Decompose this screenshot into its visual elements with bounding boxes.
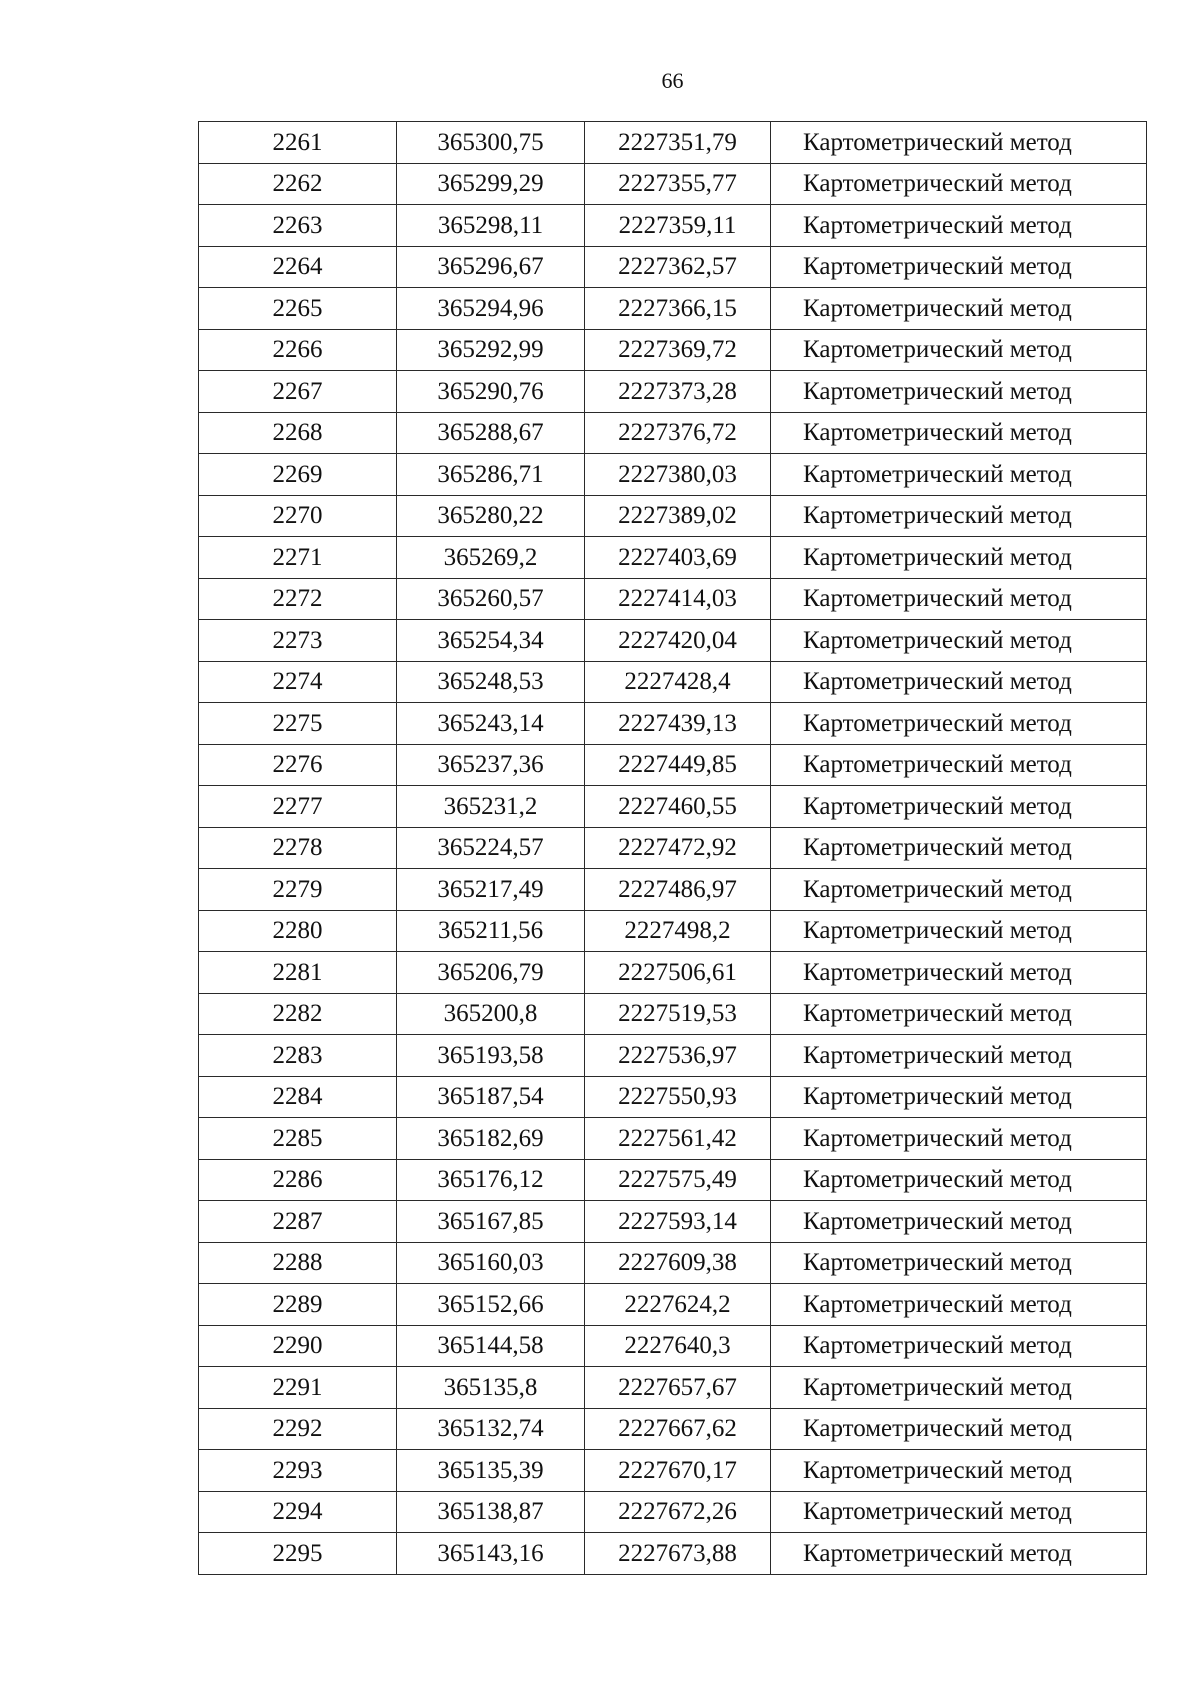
y-coordinate-cell: 2227486,97 xyxy=(585,869,771,911)
y-coordinate-cell: 2227376,72 xyxy=(585,412,771,454)
x-coordinate-cell: 365132,74 xyxy=(397,1408,585,1450)
x-coordinate-cell: 365135,39 xyxy=(397,1450,585,1492)
table-row xyxy=(199,1491,1147,1533)
y-coordinate-cell: 2227380,03 xyxy=(585,454,771,496)
x-coordinate-cell: 365200,8 xyxy=(397,993,585,1035)
y-coordinate-cell: 2227667,62 xyxy=(585,1408,771,1450)
y-coordinate-cell: 2227672,26 xyxy=(585,1491,771,1533)
method-cell: Картометрический метод xyxy=(771,1118,1147,1160)
table-row xyxy=(199,371,1147,413)
y-coordinate-cell: 2227593,14 xyxy=(585,1201,771,1243)
y-coordinate-cell: 2227359,11 xyxy=(585,205,771,247)
point-number-cell: 2291 xyxy=(199,1367,397,1409)
x-coordinate-cell: 365143,16 xyxy=(397,1533,585,1575)
method-cell: Картометрический метод xyxy=(771,1159,1147,1201)
y-coordinate-cell: 2227550,93 xyxy=(585,1076,771,1118)
point-number-cell: 2272 xyxy=(199,578,397,620)
method-cell: Картометрический метод xyxy=(771,329,1147,371)
method-cell: Картометрический метод xyxy=(771,661,1147,703)
table-row xyxy=(199,744,1147,786)
point-number-cell: 2269 xyxy=(199,454,397,496)
coordinates-table-body xyxy=(199,122,1147,1575)
x-coordinate-cell: 365286,71 xyxy=(397,454,585,496)
point-number-cell: 2290 xyxy=(199,1325,397,1367)
y-coordinate-cell: 2227428,4 xyxy=(585,661,771,703)
y-coordinate-cell: 2227389,02 xyxy=(585,495,771,537)
point-number-cell: 2292 xyxy=(199,1408,397,1450)
point-number-cell: 2270 xyxy=(199,495,397,537)
point-number-cell: 2289 xyxy=(199,1284,397,1326)
point-number-cell: 2284 xyxy=(199,1076,397,1118)
y-coordinate-cell: 2227670,17 xyxy=(585,1450,771,1492)
method-cell: Картометрический метод xyxy=(771,1242,1147,1284)
x-coordinate-cell: 365260,57 xyxy=(397,578,585,620)
x-coordinate-cell: 365288,67 xyxy=(397,412,585,454)
y-coordinate-cell: 2227362,57 xyxy=(585,246,771,288)
point-number-cell: 2287 xyxy=(199,1201,397,1243)
method-cell: Картометрический метод xyxy=(771,537,1147,579)
method-cell: Картометрический метод xyxy=(771,620,1147,662)
y-coordinate-cell: 2227536,97 xyxy=(585,1035,771,1077)
method-cell: Картометрический метод xyxy=(771,163,1147,205)
method-cell: Картометрический метод xyxy=(771,744,1147,786)
method-cell: Картометрический метод xyxy=(771,495,1147,537)
table-row xyxy=(199,827,1147,869)
method-cell: Картометрический метод xyxy=(771,412,1147,454)
y-coordinate-cell: 2227575,49 xyxy=(585,1159,771,1201)
point-number-cell: 2265 xyxy=(199,288,397,330)
method-cell: Картометрический метод xyxy=(771,1533,1147,1575)
point-number-cell: 2268 xyxy=(199,412,397,454)
point-number-cell: 2280 xyxy=(199,910,397,952)
y-coordinate-cell: 2227640,3 xyxy=(585,1325,771,1367)
table-row xyxy=(199,1533,1147,1575)
table-row xyxy=(199,1367,1147,1409)
y-coordinate-cell: 2227460,55 xyxy=(585,786,771,828)
coordinates-table xyxy=(198,121,1147,1575)
y-coordinate-cell: 2227506,61 xyxy=(585,952,771,994)
table-row xyxy=(199,578,1147,620)
y-coordinate-cell: 2227420,04 xyxy=(585,620,771,662)
method-cell: Картометрический метод xyxy=(771,869,1147,911)
y-coordinate-cell: 2227498,2 xyxy=(585,910,771,952)
point-number-cell: 2273 xyxy=(199,620,397,662)
y-coordinate-cell: 2227519,53 xyxy=(585,993,771,1035)
table-row xyxy=(199,246,1147,288)
point-number-cell: 2266 xyxy=(199,329,397,371)
point-number-cell: 2277 xyxy=(199,786,397,828)
y-coordinate-cell: 2227373,28 xyxy=(585,371,771,413)
point-number-cell: 2285 xyxy=(199,1118,397,1160)
y-coordinate-cell: 2227673,88 xyxy=(585,1533,771,1575)
point-number-cell: 2295 xyxy=(199,1533,397,1575)
point-number-cell: 2271 xyxy=(199,537,397,579)
x-coordinate-cell: 365292,99 xyxy=(397,329,585,371)
table-row xyxy=(199,122,1147,164)
table-row xyxy=(199,1118,1147,1160)
y-coordinate-cell: 2227351,79 xyxy=(585,122,771,164)
table-row xyxy=(199,661,1147,703)
x-coordinate-cell: 365280,22 xyxy=(397,495,585,537)
method-cell: Картометрический метод xyxy=(771,454,1147,496)
method-cell: Картометрический метод xyxy=(771,703,1147,745)
point-number-cell: 2281 xyxy=(199,952,397,994)
method-cell: Картометрический метод xyxy=(771,1076,1147,1118)
x-coordinate-cell: 365298,11 xyxy=(397,205,585,247)
x-coordinate-cell: 365138,87 xyxy=(397,1491,585,1533)
method-cell: Картометрический метод xyxy=(771,246,1147,288)
point-number-cell: 2293 xyxy=(199,1450,397,1492)
x-coordinate-cell: 365187,54 xyxy=(397,1076,585,1118)
y-coordinate-cell: 2227414,03 xyxy=(585,578,771,620)
x-coordinate-cell: 365243,14 xyxy=(397,703,585,745)
point-number-cell: 2261 xyxy=(199,122,397,164)
method-cell: Картометрический метод xyxy=(771,371,1147,413)
x-coordinate-cell: 365211,56 xyxy=(397,910,585,952)
y-coordinate-cell: 2227561,42 xyxy=(585,1118,771,1160)
x-coordinate-cell: 365224,57 xyxy=(397,827,585,869)
point-number-cell: 2263 xyxy=(199,205,397,247)
table-row xyxy=(199,1284,1147,1326)
point-number-cell: 2283 xyxy=(199,1035,397,1077)
table-row xyxy=(199,620,1147,662)
y-coordinate-cell: 2227657,67 xyxy=(585,1367,771,1409)
table-row xyxy=(199,329,1147,371)
table-row xyxy=(199,1076,1147,1118)
table-row xyxy=(199,288,1147,330)
method-cell: Картометрический метод xyxy=(771,827,1147,869)
point-number-cell: 2264 xyxy=(199,246,397,288)
y-coordinate-cell: 2227366,15 xyxy=(585,288,771,330)
y-coordinate-cell: 2227355,77 xyxy=(585,163,771,205)
method-cell: Картометрический метод xyxy=(771,1284,1147,1326)
x-coordinate-cell: 365254,34 xyxy=(397,620,585,662)
point-number-cell: 2282 xyxy=(199,993,397,1035)
table-row xyxy=(199,1408,1147,1450)
point-number-cell: 2267 xyxy=(199,371,397,413)
table-row xyxy=(199,910,1147,952)
table-row xyxy=(199,993,1147,1035)
point-number-cell: 2286 xyxy=(199,1159,397,1201)
x-coordinate-cell: 365182,69 xyxy=(397,1118,585,1160)
table-row xyxy=(199,1201,1147,1243)
table-row xyxy=(199,952,1147,994)
method-cell: Картометрический метод xyxy=(771,1035,1147,1077)
table-row xyxy=(199,454,1147,496)
x-coordinate-cell: 365296,67 xyxy=(397,246,585,288)
x-coordinate-cell: 365290,76 xyxy=(397,371,585,413)
x-coordinate-cell: 365248,53 xyxy=(397,661,585,703)
x-coordinate-cell: 365167,85 xyxy=(397,1201,585,1243)
method-cell: Картометрический метод xyxy=(771,1367,1147,1409)
method-cell: Картометрический метод xyxy=(771,122,1147,164)
point-number-cell: 2275 xyxy=(199,703,397,745)
point-number-cell: 2294 xyxy=(199,1491,397,1533)
method-cell: Картометрический метод xyxy=(771,952,1147,994)
method-cell: Картометрический метод xyxy=(771,786,1147,828)
x-coordinate-cell: 365237,36 xyxy=(397,744,585,786)
x-coordinate-cell: 365294,96 xyxy=(397,288,585,330)
point-number-cell: 2279 xyxy=(199,869,397,911)
x-coordinate-cell: 365217,49 xyxy=(397,869,585,911)
y-coordinate-cell: 2227609,38 xyxy=(585,1242,771,1284)
point-number-cell: 2276 xyxy=(199,744,397,786)
x-coordinate-cell: 365193,58 xyxy=(397,1035,585,1077)
y-coordinate-cell: 2227403,69 xyxy=(585,537,771,579)
point-number-cell: 2278 xyxy=(199,827,397,869)
table-row xyxy=(199,703,1147,745)
y-coordinate-cell: 2227472,92 xyxy=(585,827,771,869)
x-coordinate-cell: 365135,8 xyxy=(397,1367,585,1409)
x-coordinate-cell: 365300,75 xyxy=(397,122,585,164)
table-row xyxy=(199,1159,1147,1201)
method-cell: Картометрический метод xyxy=(771,1325,1147,1367)
x-coordinate-cell: 365176,12 xyxy=(397,1159,585,1201)
table-row xyxy=(199,1242,1147,1284)
method-cell: Картометрический метод xyxy=(771,205,1147,247)
method-cell: Картометрический метод xyxy=(771,1408,1147,1450)
table-row xyxy=(199,537,1147,579)
method-cell: Картометрический метод xyxy=(771,288,1147,330)
x-coordinate-cell: 365206,79 xyxy=(397,952,585,994)
x-coordinate-cell: 365152,66 xyxy=(397,1284,585,1326)
x-coordinate-cell: 365269,2 xyxy=(397,537,585,579)
table-row xyxy=(199,163,1147,205)
y-coordinate-cell: 2227624,2 xyxy=(585,1284,771,1326)
table-row xyxy=(199,205,1147,247)
table-row xyxy=(199,1035,1147,1077)
method-cell: Картометрический метод xyxy=(771,578,1147,620)
method-cell: Картометрический метод xyxy=(771,910,1147,952)
table-row xyxy=(199,786,1147,828)
y-coordinate-cell: 2227449,85 xyxy=(585,744,771,786)
point-number-cell: 2274 xyxy=(199,661,397,703)
method-cell: Картометрический метод xyxy=(771,1201,1147,1243)
table-row xyxy=(199,1450,1147,1492)
table-row xyxy=(199,869,1147,911)
x-coordinate-cell: 365299,29 xyxy=(397,163,585,205)
method-cell: Картометрический метод xyxy=(771,993,1147,1035)
x-coordinate-cell: 365144,58 xyxy=(397,1325,585,1367)
table-row xyxy=(199,1325,1147,1367)
page-number: 66 xyxy=(661,68,684,93)
y-coordinate-cell: 2227439,13 xyxy=(585,703,771,745)
point-number-cell: 2288 xyxy=(199,1242,397,1284)
method-cell: Картометрический метод xyxy=(771,1450,1147,1492)
table-row xyxy=(199,495,1147,537)
table-row xyxy=(199,412,1147,454)
y-coordinate-cell: 2227369,72 xyxy=(585,329,771,371)
point-number-cell: 2262 xyxy=(199,163,397,205)
x-coordinate-cell: 365160,03 xyxy=(397,1242,585,1284)
x-coordinate-cell: 365231,2 xyxy=(397,786,585,828)
method-cell: Картометрический метод xyxy=(771,1491,1147,1533)
